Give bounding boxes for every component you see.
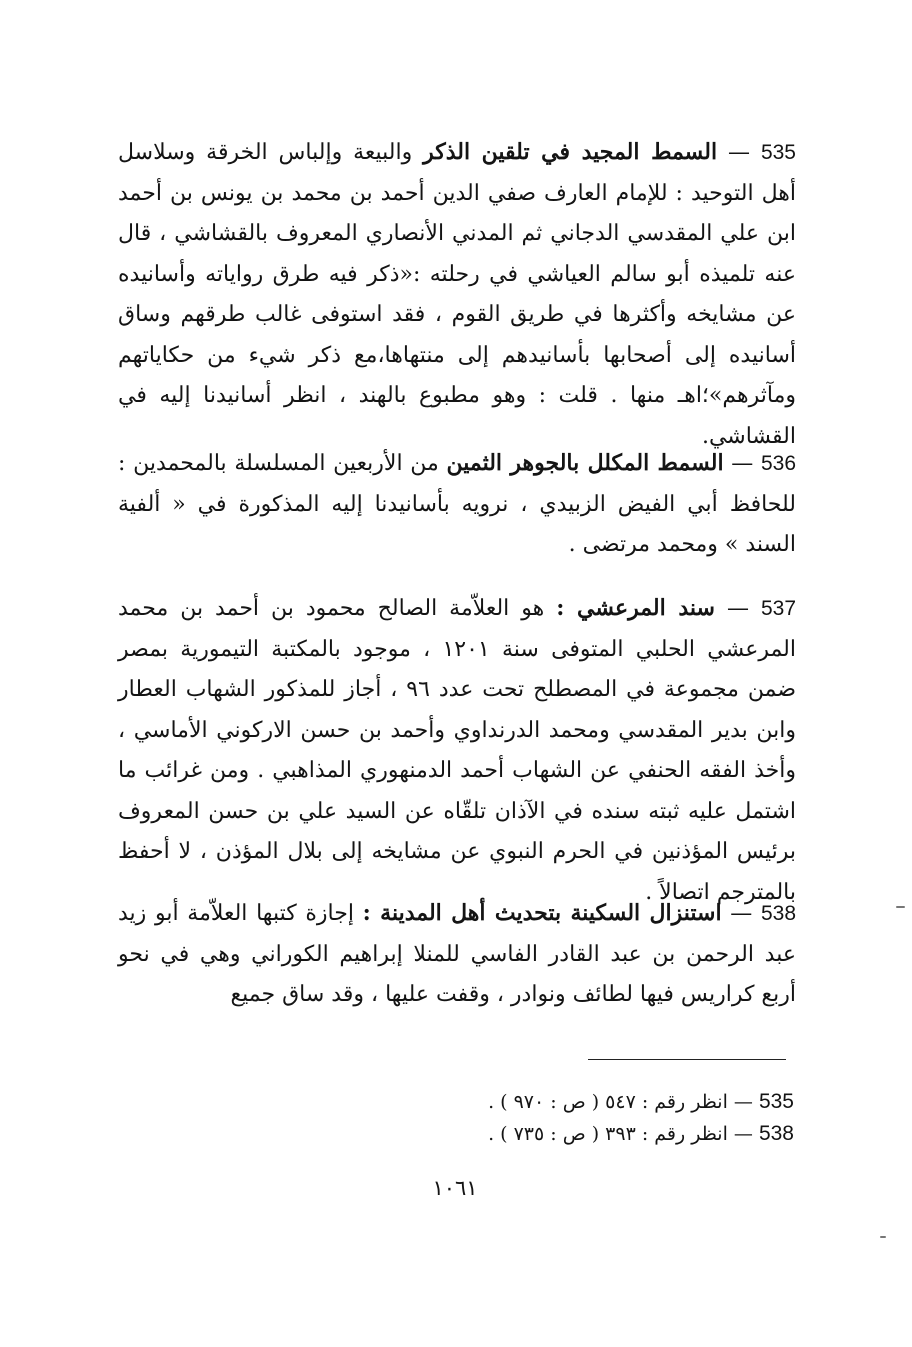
entry-number: 535 <box>760 141 796 164</box>
footnote-dash: — <box>727 1123 753 1145</box>
entry-body: من الأربعين المسلسلة بالمحمدين : للحافظ أبي الفيض الزبيدي ، نرويه بأسانيدنا إليه المذكورة في « ألفية السند » ومحمد مرتضى . <box>118 451 796 557</box>
entry-537 <box>118 588 796 913</box>
entry-dash: — <box>715 596 749 621</box>
entry-538 <box>118 893 796 1016</box>
entry-dash: — <box>721 901 753 926</box>
entry-body: والبيعة وإلباس الخرقة وسلاسل أهل التوحيد : للإمام العارف صفي الدين أحمد بن محمد بن يونس بن أحمد ابن علي المقدسي الدجاني ثم المدني الأنصاري المعروف بالقشاشي ، قال عنه تلميذه أبو سالم العياشي في رحلته :«ذكر فيه طرق رواياته وأسانيده عن مشايخه وأكثرها في طريق القوم ، فقد استوفى غالب طرقهم وساق أسانيده إلى أصحابها بأسانيدهم إلى منتهاها،مع ذكر شيء من حكاياتهم ومآثرهم»؛اهـ منها . قلت : وهو مطبوع بالهند ، انظر أسانيدنا إليه في القشاشي. <box>118 140 796 449</box>
entry-title: سند المرعشي : <box>556 595 715 621</box>
entry-title: استنزال السكينة بتحديث أهل المدينة : <box>362 900 722 926</box>
footnote-535 <box>380 1086 794 1118</box>
footnote-divider <box>588 1059 786 1060</box>
footnote-text: انظر رقم : ٣٩٣ ( ص : ٧٣٥ ) . <box>488 1123 728 1145</box>
entry-dash: — <box>723 451 754 476</box>
footnotes <box>380 1086 794 1150</box>
entry-536 <box>118 443 796 566</box>
scan-speck <box>880 1236 886 1238</box>
footnote-text: انظر رقم : ٥٤٧ ( ص : ٩٧٠ ) . <box>488 1091 728 1113</box>
entry-body: إجازة كتبها العلاّمة أبو زيد عبد الرحمن بن عبد القادر الفاسي للمنلا إبراهيم الكوراني وهي في نحو أربع كراريس فيها لطائف ونوادر ، وقفت عليها ، وقد ساق جميع <box>118 901 796 1007</box>
entry-title: السمط المكلل بالجوهر الثمين <box>446 450 724 476</box>
entry-dash: — <box>717 140 751 165</box>
page-number: ١٠٦١ <box>432 1176 478 1200</box>
entry-number: 536 <box>760 452 797 475</box>
scan-speck <box>896 906 905 908</box>
footnote-number: 535 <box>758 1090 794 1113</box>
footnote-dash: — <box>727 1091 753 1113</box>
footnote-number: 538 <box>758 1122 794 1145</box>
entry-title: السمط المجيد في تلقين الذكر <box>423 139 718 165</box>
entry-body: هو العلاّمة الصالح محمود بن أحمد بن محمد المرعشي الحلبي المتوفى سنة ١٢٠١ ، موجود بالمكتبة التيمورية بمصر ضمن مجموعة في المصطلح تحت عدد ٩٦ ، أجاز للمذكور الشهاب العطار وابن بدير المقدسي ومحمد الدرنداوي وأحمد بن حسن الاركوني الأماسي ، وأخذ الفقه الحنفي عن الشهاب أحمد الدمنهوري المذاهبي . ومن غرائب ما اشتمل عليه ثبته سنده في الآذان تلقّاه عن السيد علي بن حسن المعروف برئيس المؤذنين في الحرم النبوي عن مشايخه إلى بلال المؤذن ، لا أحفظ بالمترجم اتصالاً . <box>118 596 796 905</box>
footnote-538 <box>380 1118 794 1150</box>
entry-535 <box>118 132 796 457</box>
entry-number: 538 <box>760 902 797 925</box>
entry-number: 537 <box>760 597 797 620</box>
